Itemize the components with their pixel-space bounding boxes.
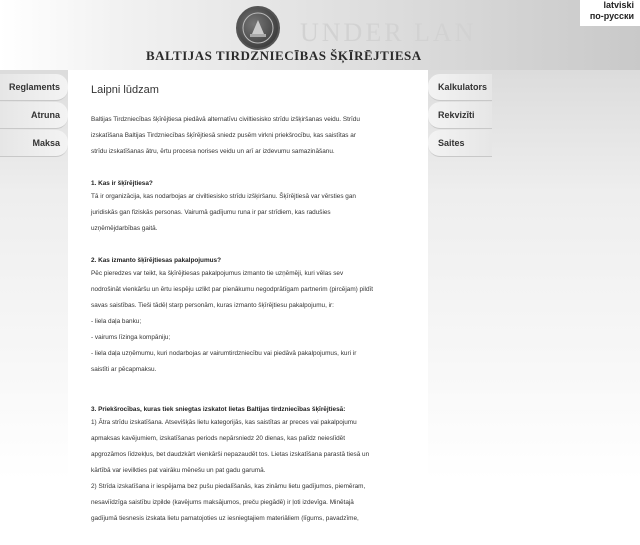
seal-emblem-icon	[238, 8, 278, 48]
question-heading-3: 3. Priekšrocības, kuras tiek sniegtas izskatot lietas Baltijas tirdzniecības šķīrējtiesā:	[91, 406, 346, 413]
text-line: gadījumā tiesnesis izskata lietu pamatojoties uz iesniegtajiem materiāliem (līgums, pavadzīme,	[91, 515, 359, 522]
text-line: - vairums līzinga kompāniju;	[91, 334, 171, 341]
text-line: Tā ir organizācija, kas nodarbojas ar civiltiesisko strīdu izšķiršanu. Šķīrējtiesā var vērsties gan	[91, 193, 356, 200]
nav-item-reglaments[interactable]: Reglaments	[0, 74, 68, 101]
text-line: juridiskās gan fiziskās personas. Vairumā gadījumu runa ir par strīdiem, kas radušies	[91, 209, 331, 216]
text-line: - liela daļa banku;	[91, 318, 142, 325]
language-switcher	[580, 0, 640, 26]
language-link-latvian[interactable]: latviski	[603, 0, 634, 10]
text-line: kārtībā var ievilkties pat vairāku mēnešu un pat gadu garumā.	[91, 467, 266, 474]
nav-item-saites[interactable]: Saites	[428, 130, 492, 157]
question-heading-1: 1. Kas ir šķīrējtiesa?	[91, 180, 153, 187]
nav-item-kalkulators[interactable]: Kalkulators	[428, 74, 492, 101]
text-line: strīdu izskatīšanas ātru, ērtu procesa norises veidu un arī ar izdevumu samazināšanu.	[91, 148, 335, 155]
main-content	[68, 70, 428, 522]
text-line: 1) Ātra strīdu izskatīšana. Atsevišķās lietu kategorijās, kas saistītas ar preces vai pakalpojumu	[91, 419, 357, 426]
answer-paragraph-3	[91, 415, 413, 527]
text-line: apgrozāmos līdzekļus, bet daudzkārt vienkārši nepazaudēt tos. Lietas izskatīšana parastā tiesā un	[91, 451, 370, 458]
text-line: Pēc pieredzes var teikt, ka šķīrējtiesas pakalpojumus izmanto tie uzņēmēji, kuri vēlas sev	[91, 270, 344, 277]
text-line: 2) Strīda izskatīšana ir iespējama bez pušu piedalīšanās, kas zināmu lietu gadījumos, piemēram,	[91, 483, 366, 490]
court-seal-logo[interactable]	[236, 6, 280, 50]
text-line: - liela daļa uzņēmumu, kuri nodarbojas ar vairumtirdzniecību vai piedāvā pakalpojumus, kuri ir	[91, 350, 357, 357]
answer-paragraph-2	[91, 266, 413, 378]
text-line: izskatīšana Baltijas Tirdzniecības šķīrējtiesā sniedz pusēm virkni priekšrocību, kas saistītas ar	[91, 132, 356, 139]
nav-item-rekviziti[interactable]: Rekvizīti	[428, 102, 492, 129]
header-background-text: UNDER LAN	[300, 18, 477, 47]
language-link-russian[interactable]: по-русски	[589, 11, 634, 21]
nav-item-atruna[interactable]: Atruna	[0, 102, 68, 129]
intro-paragraph	[91, 112, 413, 160]
right-navigation	[428, 74, 492, 158]
text-line: savas saistības. Tieši tādēļ starp personām, kuras izmanto šķīrējtiesu pakalpojumu, ir:	[91, 302, 334, 309]
question-heading-2: 2. Kas izmanto šķīrējtiesas pakalpojumus?	[91, 257, 221, 264]
text-line: Baltijas Tirdzniecības šķīrējtiesa piedāvā alternatīvu civiltiesisko strīdu izšķiršanas veidu. Strīdu	[91, 116, 360, 123]
text-line: nodrošināt vienkāršu un ērtu iespēju uzlikt par pienākumu negodprātīgam partnerim (pircējam) pildīt	[91, 286, 374, 293]
page-title: Laipni lūdzam	[91, 84, 159, 96]
nav-item-maksa[interactable]: Maksa	[0, 130, 68, 157]
left-navigation	[0, 74, 68, 158]
answer-paragraph-1	[91, 189, 413, 237]
text-line: uzņēmējdarbības gaitā.	[91, 225, 158, 232]
text-line: saistīti ar pēcapmaksu.	[91, 366, 157, 373]
text-line: apmaksas kavējumiem, izskatīšanas periods nepārsniedz 20 dienas, kas palīdz neieslīdēt	[91, 435, 345, 442]
site-title: BALTIJAS TIRDZNIECĪBAS ŠĶĪRĒJTIESA	[146, 48, 422, 63]
text-line: nesaviīdzīga saistību izpilde (kavējums maksājumos, preču piegādē) ir ļoti izdevīga. Minētajā	[91, 499, 354, 506]
